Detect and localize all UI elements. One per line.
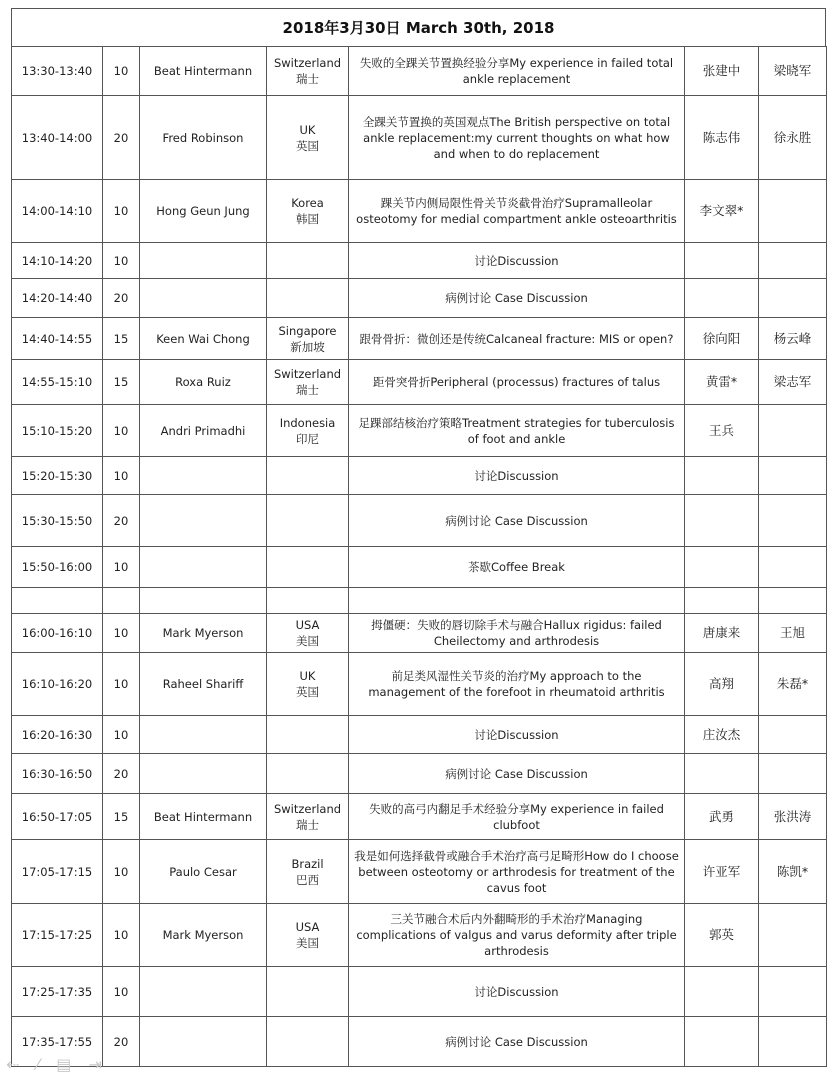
minutes-cell: 10 (103, 840, 140, 904)
table-row (12, 279, 827, 318)
moderator-cell (685, 279, 759, 318)
minutes-cell: 10 (103, 716, 140, 754)
moderator-cell (685, 1017, 759, 1067)
moderator-cell: 高翔 (685, 653, 759, 716)
topic-cell: 讨论Discussion (349, 967, 685, 1017)
time-cell: 16:30-16:50 (12, 754, 103, 794)
speaker-cell (140, 547, 267, 588)
country-cell (267, 716, 349, 754)
moderator-cell: 徐向阳 (685, 318, 759, 360)
table-row (12, 495, 827, 547)
table-row (12, 967, 827, 1017)
country-cell (267, 1017, 349, 1067)
moderator-cell: 武勇 (685, 794, 759, 840)
table-row (12, 840, 827, 904)
country-cell (267, 588, 349, 614)
table-row (12, 318, 827, 360)
co-moderator-cell (759, 279, 827, 318)
moderator-cell (685, 967, 759, 1017)
minutes-cell: 10 (103, 904, 140, 967)
country-cn: 英国 (296, 138, 319, 153)
country-cn: 巴西 (296, 872, 319, 887)
topic-cell: 足踝部结核治疗策略Treatment strategies for tuberculosis of foot and ankle (349, 405, 685, 457)
co-moderator-cell (759, 967, 827, 1017)
country-cn: 瑞士 (296, 72, 319, 86)
table-row (12, 653, 827, 716)
page-title: 2018年3月30日 March 30th, 2018 (11, 8, 826, 46)
time-cell: 15:50-16:00 (12, 547, 103, 588)
co-moderator-cell (759, 457, 827, 495)
country-cn: 美国 (296, 936, 319, 950)
time-cell: 14:40-14:55 (12, 318, 103, 360)
time-cell: 17:25-17:35 (12, 967, 103, 1017)
speaker-cell (140, 1017, 267, 1067)
minutes-cell (103, 588, 140, 614)
table-row (12, 1017, 827, 1067)
country-cell (267, 180, 349, 243)
table-row (12, 405, 827, 457)
country-cell (267, 614, 349, 653)
minutes-cell: 10 (103, 614, 140, 653)
minutes-cell: 10 (103, 47, 140, 96)
co-moderator-cell (759, 495, 827, 547)
topic-cell: 失败的全踝关节置换经验分享My experience in failed total ankle replacement (349, 47, 685, 96)
country-cell (267, 547, 349, 588)
time-cell: 13:40-14:00 (12, 96, 103, 180)
speaker-cell: Mark Myerson (140, 904, 267, 967)
country-cell (267, 279, 349, 318)
speaker-cell: Fred Robinson (140, 96, 267, 180)
time-cell: 17:35-17:55 (12, 1017, 103, 1067)
country-cn: 美国 (296, 634, 319, 648)
time-cell: 15:20-15:30 (12, 457, 103, 495)
speaker-cell: Keen Wai Chong (140, 318, 267, 360)
topic-cell: 讨论Discussion (349, 457, 685, 495)
topic-cell: 病例讨论 Case Discussion (349, 495, 685, 547)
minutes-cell: 10 (103, 180, 140, 243)
moderator-cell: 陈志伟 (685, 96, 759, 180)
table-row (12, 754, 827, 794)
table-row (12, 457, 827, 495)
minutes-cell: 20 (103, 279, 140, 318)
country-cell (267, 904, 349, 967)
co-moderator-cell: 梁晓军 (759, 47, 827, 96)
schedule-sheet (11, 8, 826, 1067)
table-row (12, 716, 827, 754)
country-cn: 韩国 (296, 212, 319, 226)
topic-cell (349, 588, 685, 614)
country-cell (267, 457, 349, 495)
minutes-cell: 10 (103, 405, 140, 457)
speaker-cell: Raheel Shariff (140, 653, 267, 716)
country-cn: 新加坡 (290, 339, 325, 354)
moderator-cell (685, 457, 759, 495)
speaker-cell (140, 716, 267, 754)
speaker-cell (140, 457, 267, 495)
minutes-cell: 15 (103, 360, 140, 405)
time-cell: 13:30-13:40 (12, 47, 103, 96)
speaker-cell: Beat Hintermann (140, 47, 267, 96)
co-moderator-cell (759, 1017, 827, 1067)
country-cell (267, 318, 349, 360)
speaker-cell (140, 967, 267, 1017)
time-cell: 16:00-16:10 (12, 614, 103, 653)
country-en: USA (295, 920, 320, 934)
co-moderator-cell (759, 180, 827, 243)
speaker-cell (140, 588, 267, 614)
co-moderator-cell (759, 716, 827, 754)
country-cell (267, 495, 349, 547)
time-cell: 14:00-14:10 (12, 180, 103, 243)
topic-cell: 茶歇Coffee Break (349, 547, 685, 588)
minutes-cell: 20 (103, 1017, 140, 1067)
topic-cell: 病例讨论 Case Discussion (349, 279, 685, 318)
time-cell: 15:10-15:20 (12, 405, 103, 457)
topic-cell: 讨论Discussion (349, 243, 685, 279)
minutes-cell: 15 (103, 794, 140, 840)
speaker-cell (140, 243, 267, 279)
table-row (12, 588, 827, 614)
schedule-body (12, 47, 827, 1067)
moderator-cell (685, 754, 759, 794)
time-cell (12, 588, 103, 614)
country-cell (267, 47, 349, 96)
country-cell (267, 243, 349, 279)
country-cell (267, 754, 349, 794)
co-moderator-cell (759, 405, 827, 457)
country-en: Switzerland (273, 801, 342, 816)
time-cell: 14:20-14:40 (12, 279, 103, 318)
minutes-cell: 20 (103, 495, 140, 547)
minutes-cell: 10 (103, 243, 140, 279)
minutes-cell: 20 (103, 96, 140, 180)
moderator-cell (685, 588, 759, 614)
speaker-cell: Roxa Ruiz (140, 360, 267, 405)
table-row (12, 360, 827, 405)
co-moderator-cell: 徐永胜 (759, 96, 827, 180)
country-en: Switzerland (273, 367, 342, 381)
table-row (12, 47, 827, 96)
watermark-icon: ⇠ ⁄ ▤ ⇥ (6, 1055, 108, 1074)
country-en: UK (299, 122, 316, 137)
time-cell: 16:50-17:05 (12, 794, 103, 840)
speaker-cell: Mark Myerson (140, 614, 267, 653)
co-moderator-cell (759, 754, 827, 794)
country-cell (267, 967, 349, 1017)
table-row (12, 904, 827, 967)
co-moderator-cell (759, 904, 827, 967)
topic-cell: 跟骨骨折：微创还是传统Calcaneal fracture: MIS or open? (349, 318, 685, 360)
topic-cell: 我是如何选择截骨或融合手术治疗高弓足畸形How do I choose between osteotomy or arthrodesis for treatment of the cavus foot (349, 840, 685, 904)
country-cn: 印尼 (296, 431, 319, 446)
table-row (12, 614, 827, 653)
topic-cell: 病例讨论 Case Discussion (349, 1017, 685, 1067)
moderator-cell: 许亚军 (685, 840, 759, 904)
moderator-cell: 唐康来 (685, 614, 759, 653)
co-moderator-cell: 杨云峰 (759, 318, 827, 360)
topic-cell: 前足类风湿性关节炎的治疗My approach to the management of the forefoot in rheumatoid arthritis (349, 653, 685, 716)
moderator-cell: 王兵 (685, 405, 759, 457)
moderator-cell (685, 243, 759, 279)
minutes-cell: 15 (103, 318, 140, 360)
topic-cell: 距骨突骨折Peripheral (processus) fractures of talus (349, 360, 685, 405)
table-row (12, 180, 827, 243)
co-moderator-cell (759, 588, 827, 614)
co-moderator-cell: 王旭 (759, 614, 827, 653)
speaker-cell: Andri Primadhi (140, 405, 267, 457)
country-cell (267, 794, 349, 840)
country-cn: 英国 (296, 685, 319, 699)
minutes-cell: 10 (103, 967, 140, 1017)
speaker-cell: Beat Hintermann (140, 794, 267, 840)
topic-cell: 讨论Discussion (349, 716, 685, 754)
topic-cell: 病例讨论 Case Discussion (349, 754, 685, 794)
country-en: Singapore (278, 323, 337, 338)
time-cell: 15:30-15:50 (12, 495, 103, 547)
time-cell: 16:10-16:20 (12, 653, 103, 716)
co-moderator-cell: 张洪涛 (759, 794, 827, 840)
table-row (12, 96, 827, 180)
country-en: USA (295, 618, 320, 632)
co-moderator-cell (759, 243, 827, 279)
moderator-cell: 张建中 (685, 47, 759, 96)
country-en: Switzerland (273, 56, 342, 70)
country-en: Korea (291, 196, 324, 210)
country-cell (267, 96, 349, 180)
country-en: Indonesia (279, 415, 336, 430)
schedule-table (11, 46, 827, 1067)
moderator-cell: 黄雷* (685, 360, 759, 405)
speaker-cell: Hong Geun Jung (140, 180, 267, 243)
moderator-cell: 郭英 (685, 904, 759, 967)
minutes-cell: 10 (103, 547, 140, 588)
time-cell: 16:20-16:30 (12, 716, 103, 754)
speaker-cell (140, 495, 267, 547)
table-row (12, 243, 827, 279)
minutes-cell: 10 (103, 653, 140, 716)
table-row (12, 794, 827, 840)
country-cell (267, 653, 349, 716)
co-moderator-cell: 朱磊* (759, 653, 827, 716)
topic-cell: 踝关节内侧局限性骨关节炎截骨治疗Supramalleolar osteotomy for medial compartment ankle osteoarthritis (349, 180, 685, 243)
speaker-cell (140, 754, 267, 794)
minutes-cell: 10 (103, 457, 140, 495)
speaker-cell: Paulo Cesar (140, 840, 267, 904)
table-row (12, 547, 827, 588)
moderator-cell (685, 495, 759, 547)
moderator-cell: 李文翠* (685, 180, 759, 243)
country-cell (267, 360, 349, 405)
country-cn: 瑞士 (296, 383, 319, 397)
moderator-cell (685, 547, 759, 588)
topic-cell: 拇僵硬：失败的唇切除手术与融合Hallux rigidus: failed Cheilectomy and arthrodesis (349, 614, 685, 653)
time-cell: 17:15-17:25 (12, 904, 103, 967)
country-en: UK (299, 669, 316, 683)
time-cell: 14:10-14:20 (12, 243, 103, 279)
co-moderator-cell: 陈凯* (759, 840, 827, 904)
topic-cell: 三关节融合术后内外翻畸形的手术治疗Managing complications of valgus and varus deformity after triple arthrodesis (349, 904, 685, 967)
time-cell: 17:05-17:15 (12, 840, 103, 904)
country-cn: 瑞士 (296, 817, 319, 832)
speaker-cell (140, 279, 267, 318)
country-cell (267, 405, 349, 457)
topic-cell: 失败的高弓内翻足手术经验分享My experience in failed clubfoot (349, 794, 685, 840)
country-en: Brazil (291, 856, 324, 871)
co-moderator-cell: 梁志军 (759, 360, 827, 405)
co-moderator-cell (759, 547, 827, 588)
country-cell (267, 840, 349, 904)
moderator-cell: 庄汝杰 (685, 716, 759, 754)
time-cell: 14:55-15:10 (12, 360, 103, 405)
minutes-cell: 20 (103, 754, 140, 794)
topic-cell: 全踝关节置换的英国观点The British perspective on total ankle replacement:my current thoughts on what how and when to do replacement (349, 96, 685, 180)
